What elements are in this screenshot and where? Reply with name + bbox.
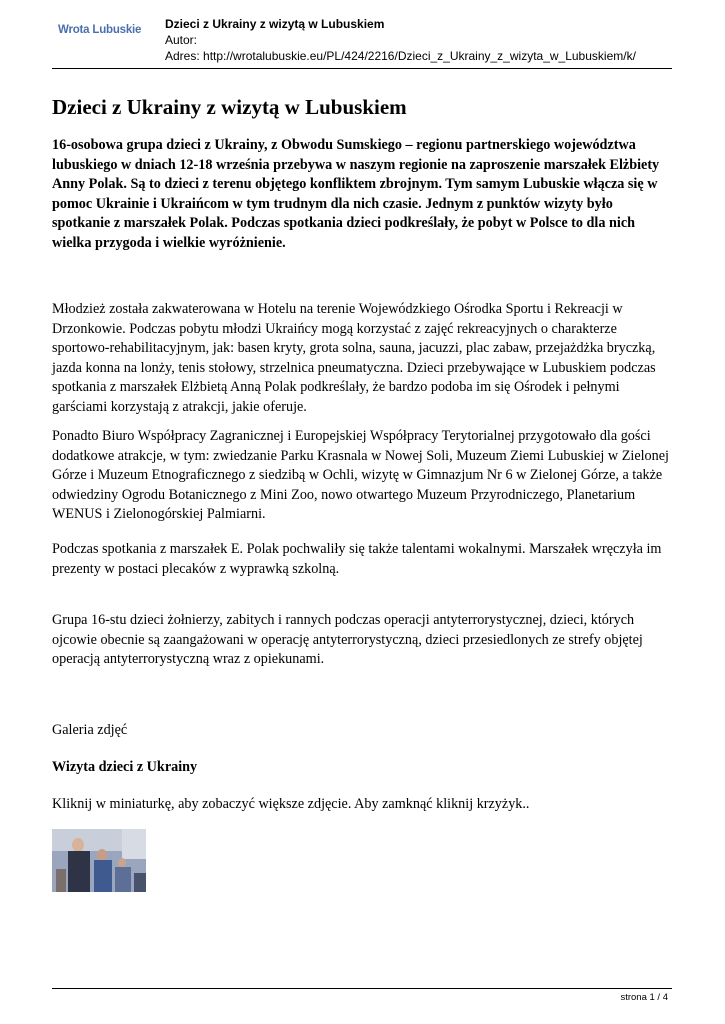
article-paragraph: Podczas spotkania z marszałek E. Polak pochwaliły się także talentami wokalnymi. Marszałek wręczyła im prezenty w postaci plecaków z wyprawką szkolną. (52, 541, 662, 577)
article-lead: 16-osobowa grupa dzieci z Ukrainy, z Obwodu Sumskiego – regionu partnerskiego województwa lubuskiego w dniach 12-18 września przebywa w naszym regionie na zaproszenie marszałek Elżbiety Anny Polak. Są to dzieci z terenu objętego konfliktem zbrojnym. Tym samym Lubuskie włącza się w pomoc Ukrainie i Ukraińcom w tym trudnym dla nich czasie. Jednym z punktów wizyty było spotkanie z marszałek Polak. Podczas spotkania dzieci podkreślały, że pobyt w Polsce to dla nich wielka przygoda i wielkie wyróżnienie. (52, 137, 660, 251)
article-paragraph: Ponadto Biuro Współpracy Zagranicznej i Europejskiej Współpracy Terytorialnej przygotowało dla gości dodatkowe atrakcje, w tym: zwiedzanie Parku Krasnala w Nowej Soli, Muzeum Ziemi Lubuskiej w Zielonej Górze i Muzeum Etnograficznego z siedzibą w Ochli, wizytę w Gimnazjum Nr 6 w Zielonej Górze, a także odwiedziny Ogrodu Botanicznego z Mini Zoo, nowo otwartego Muzeum Przyrodniczego, Planetarium WENUS i Zielonogórskiej Palmiarni. (52, 428, 669, 522)
gallery-instructions: Kliknij w miniaturkę, aby zobaczyć większe zdjęcie. Aby zamknąć kliknij krzyżyk.. (52, 796, 530, 812)
thumbnail-figure (97, 849, 107, 861)
thumbnail-figure (68, 851, 90, 892)
page-number: strona 1 / 4 (620, 992, 668, 1003)
gallery-label: Galeria zdjęć (52, 722, 128, 738)
thumbnail-figure (115, 867, 131, 892)
article-title: Dzieci z Ukrainy z wizytą w Lubuskiem (52, 95, 407, 119)
header-address: Adres: http://wrotalubuskie.eu/PL/424/2216/Dzieci_z_Ukrainy_z_wizyta_w_Lubuskiem/k/ (165, 49, 636, 63)
article-paragraph: Młodzież została zakwaterowana w Hotelu na terenie Wojewódzkiego Ośrodka Sportu i Rekreacji w Drzonkowie. Podczas pobytu młodzi Ukraińcy mogą korzystać z zajęć rekreacyjnych o charakterze sportowo-rehabilitacyjnym, jak: basen kryty, grota solna, sauna, jacuzzi, plac zabaw, przejażdżka bryczką, jazda konna na lonży, tenis stołowy, strzelnica pneumatyczna. Dzieci przebywające w Lubuskiem podczas spotkania z marszałek Elżbietą Anną Polak podkreślały, że bardzo podoba im się Ośrodek i pełnymi garściami korzystają z atrakcji, jakie oferuje. (52, 301, 656, 415)
thumbnail-figure (94, 860, 112, 892)
gallery-thumbnail[interactable] (52, 829, 146, 892)
site-logo[interactable]: Wrota Lubuskie (58, 24, 142, 36)
gallery-title: Wizyta dzieci z Ukrainy (52, 759, 198, 775)
thumbnail-figure (72, 838, 84, 852)
header-author: Autor: (165, 33, 198, 47)
header-title: Dzieci z Ukrainy z wizytą w Lubuskiem (165, 17, 385, 31)
thumbnail-window (122, 829, 146, 859)
page-footer (52, 988, 672, 1003)
article-paragraph: Grupa 16-stu dzieci żołnierzy, zabitych i rannych podczas operacji antyterrorystycznej, dzieci, których ojcowie obecnie są zaangażowani w operację antyterrorystyczną, dzieci przesiedlonych ze strefy objętej operacją antyterrorystyczną wraz z opiekunami. (52, 612, 643, 667)
header-meta (165, 16, 636, 64)
thumbnail-figure (118, 858, 126, 868)
thumbnail-figure (134, 873, 146, 892)
thumbnail-figure (56, 869, 66, 892)
page-header (52, 14, 672, 69)
